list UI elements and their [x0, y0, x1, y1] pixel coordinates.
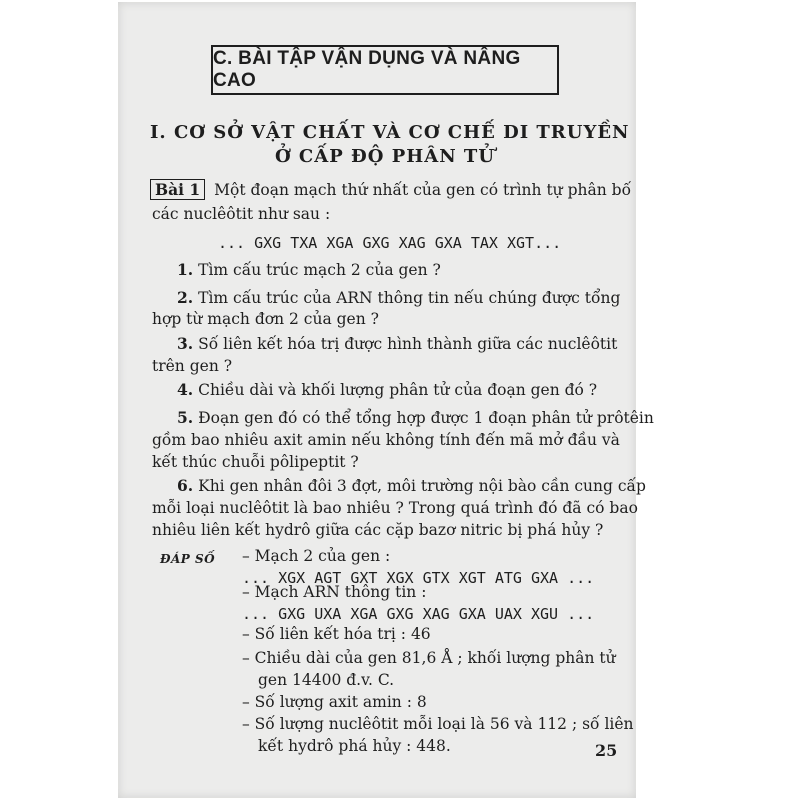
question-5	[177, 408, 654, 428]
exercise-intro-line2: các nuclêôtit như sau :	[152, 205, 331, 223]
exercise-label: Bài 1	[150, 179, 205, 200]
dna-sequence: ... GXG TXA XGA GXG XAG GXA TAX XGT...	[218, 234, 562, 252]
question-3-text: Số liên kết hóa trị được hình thành giữa các nuclêôtit	[198, 335, 618, 353]
exercise-intro	[150, 180, 631, 200]
question-4-number: 4.	[177, 380, 194, 399]
chapter-title-line1: I. CƠ SỞ VẬT CHẤT VÀ CƠ CHẾ DI TRUYỀN	[150, 122, 630, 143]
answer-4-line1: – Chiều dài của gen 81,6 Å ; khối lượng phân tử	[242, 649, 616, 667]
question-3-line2: trên gen ?	[152, 357, 233, 375]
answer-4-line2: gen 14400 đ.v. C.	[258, 671, 395, 689]
answer-label-text: ĐÁP SỐ	[160, 552, 216, 566]
question-2	[177, 288, 620, 308]
answer-1-sequence: ... XGX AGT GXT XGX GTX XGT ATG GXA ...	[242, 569, 595, 587]
answer-2-sequence: ... GXG UXA XGA GXG XAG GXA UAX XGU ...	[242, 605, 595, 623]
answer-6-line2: kết hydrô phá hủy : 448.	[258, 737, 451, 755]
exercise-intro-line1: Một đoạn mạch thứ nhất của gen có trình tự phân bố	[214, 181, 632, 199]
question-2-text: Tìm cấu trúc của ARN thông tin nếu chúng được tổng	[198, 289, 621, 307]
section-heading: C. BÀI TẬP VẬN DỤNG VÀ NÂNG CAO	[211, 45, 559, 95]
question-1	[177, 260, 441, 280]
question-2-line2: hợp từ mạch đơn 2 của gen ?	[152, 310, 379, 328]
question-4-text: Chiều dài và khối lượng phân tử của đoạn gen đó ?	[198, 381, 598, 399]
question-6	[177, 476, 646, 496]
question-3	[177, 334, 617, 354]
question-2-number: 2.	[177, 288, 194, 307]
question-6-line3: nhiêu liên kết hydrô giữa các cặp bazơ nitric bị phá hủy ?	[152, 521, 604, 539]
question-5-text: Đoạn gen đó có thể tổng hợp được 1 đoạn phân tử prôtêin	[198, 409, 654, 427]
answer-2: – Mạch ARN thông tin :	[242, 583, 427, 601]
question-1-number: 1.	[177, 260, 194, 279]
question-5-line3: kết thúc chuỗi pôlipeptit ?	[152, 453, 359, 471]
question-5-number: 5.	[177, 408, 194, 427]
answer-3: – Số liên kết hóa trị : 46	[242, 625, 431, 643]
answer-label	[160, 548, 215, 569]
answer-6-line1: – Số lượng nuclêôtit mỗi loại là 56 và 112 ; số liên	[242, 715, 634, 733]
question-4	[177, 380, 597, 400]
chapter-title-line2: Ở CẤP ĐỘ PHÂN TỬ	[274, 146, 496, 167]
question-3-number: 3.	[177, 334, 194, 353]
question-6-text: Khi gen nhân đôi 3 đợt, môi trường nội bào cần cung cấp	[198, 477, 646, 495]
page-number: 25	[595, 741, 618, 760]
question-6-number: 6.	[177, 476, 194, 495]
question-5-line2: gồm bao nhiêu axit amin nếu không tính đến mã mở đầu và	[152, 431, 620, 449]
answer-1: – Mạch 2 của gen :	[242, 547, 391, 565]
question-1-text: Tìm cấu trúc mạch 2 của gen ?	[198, 261, 441, 279]
answer-5: – Số lượng axit amin : 8	[242, 693, 427, 711]
question-6-line2: mỗi loại nuclêôtit là bao nhiêu ? Trong quá trình đó đã có bao	[152, 499, 638, 517]
